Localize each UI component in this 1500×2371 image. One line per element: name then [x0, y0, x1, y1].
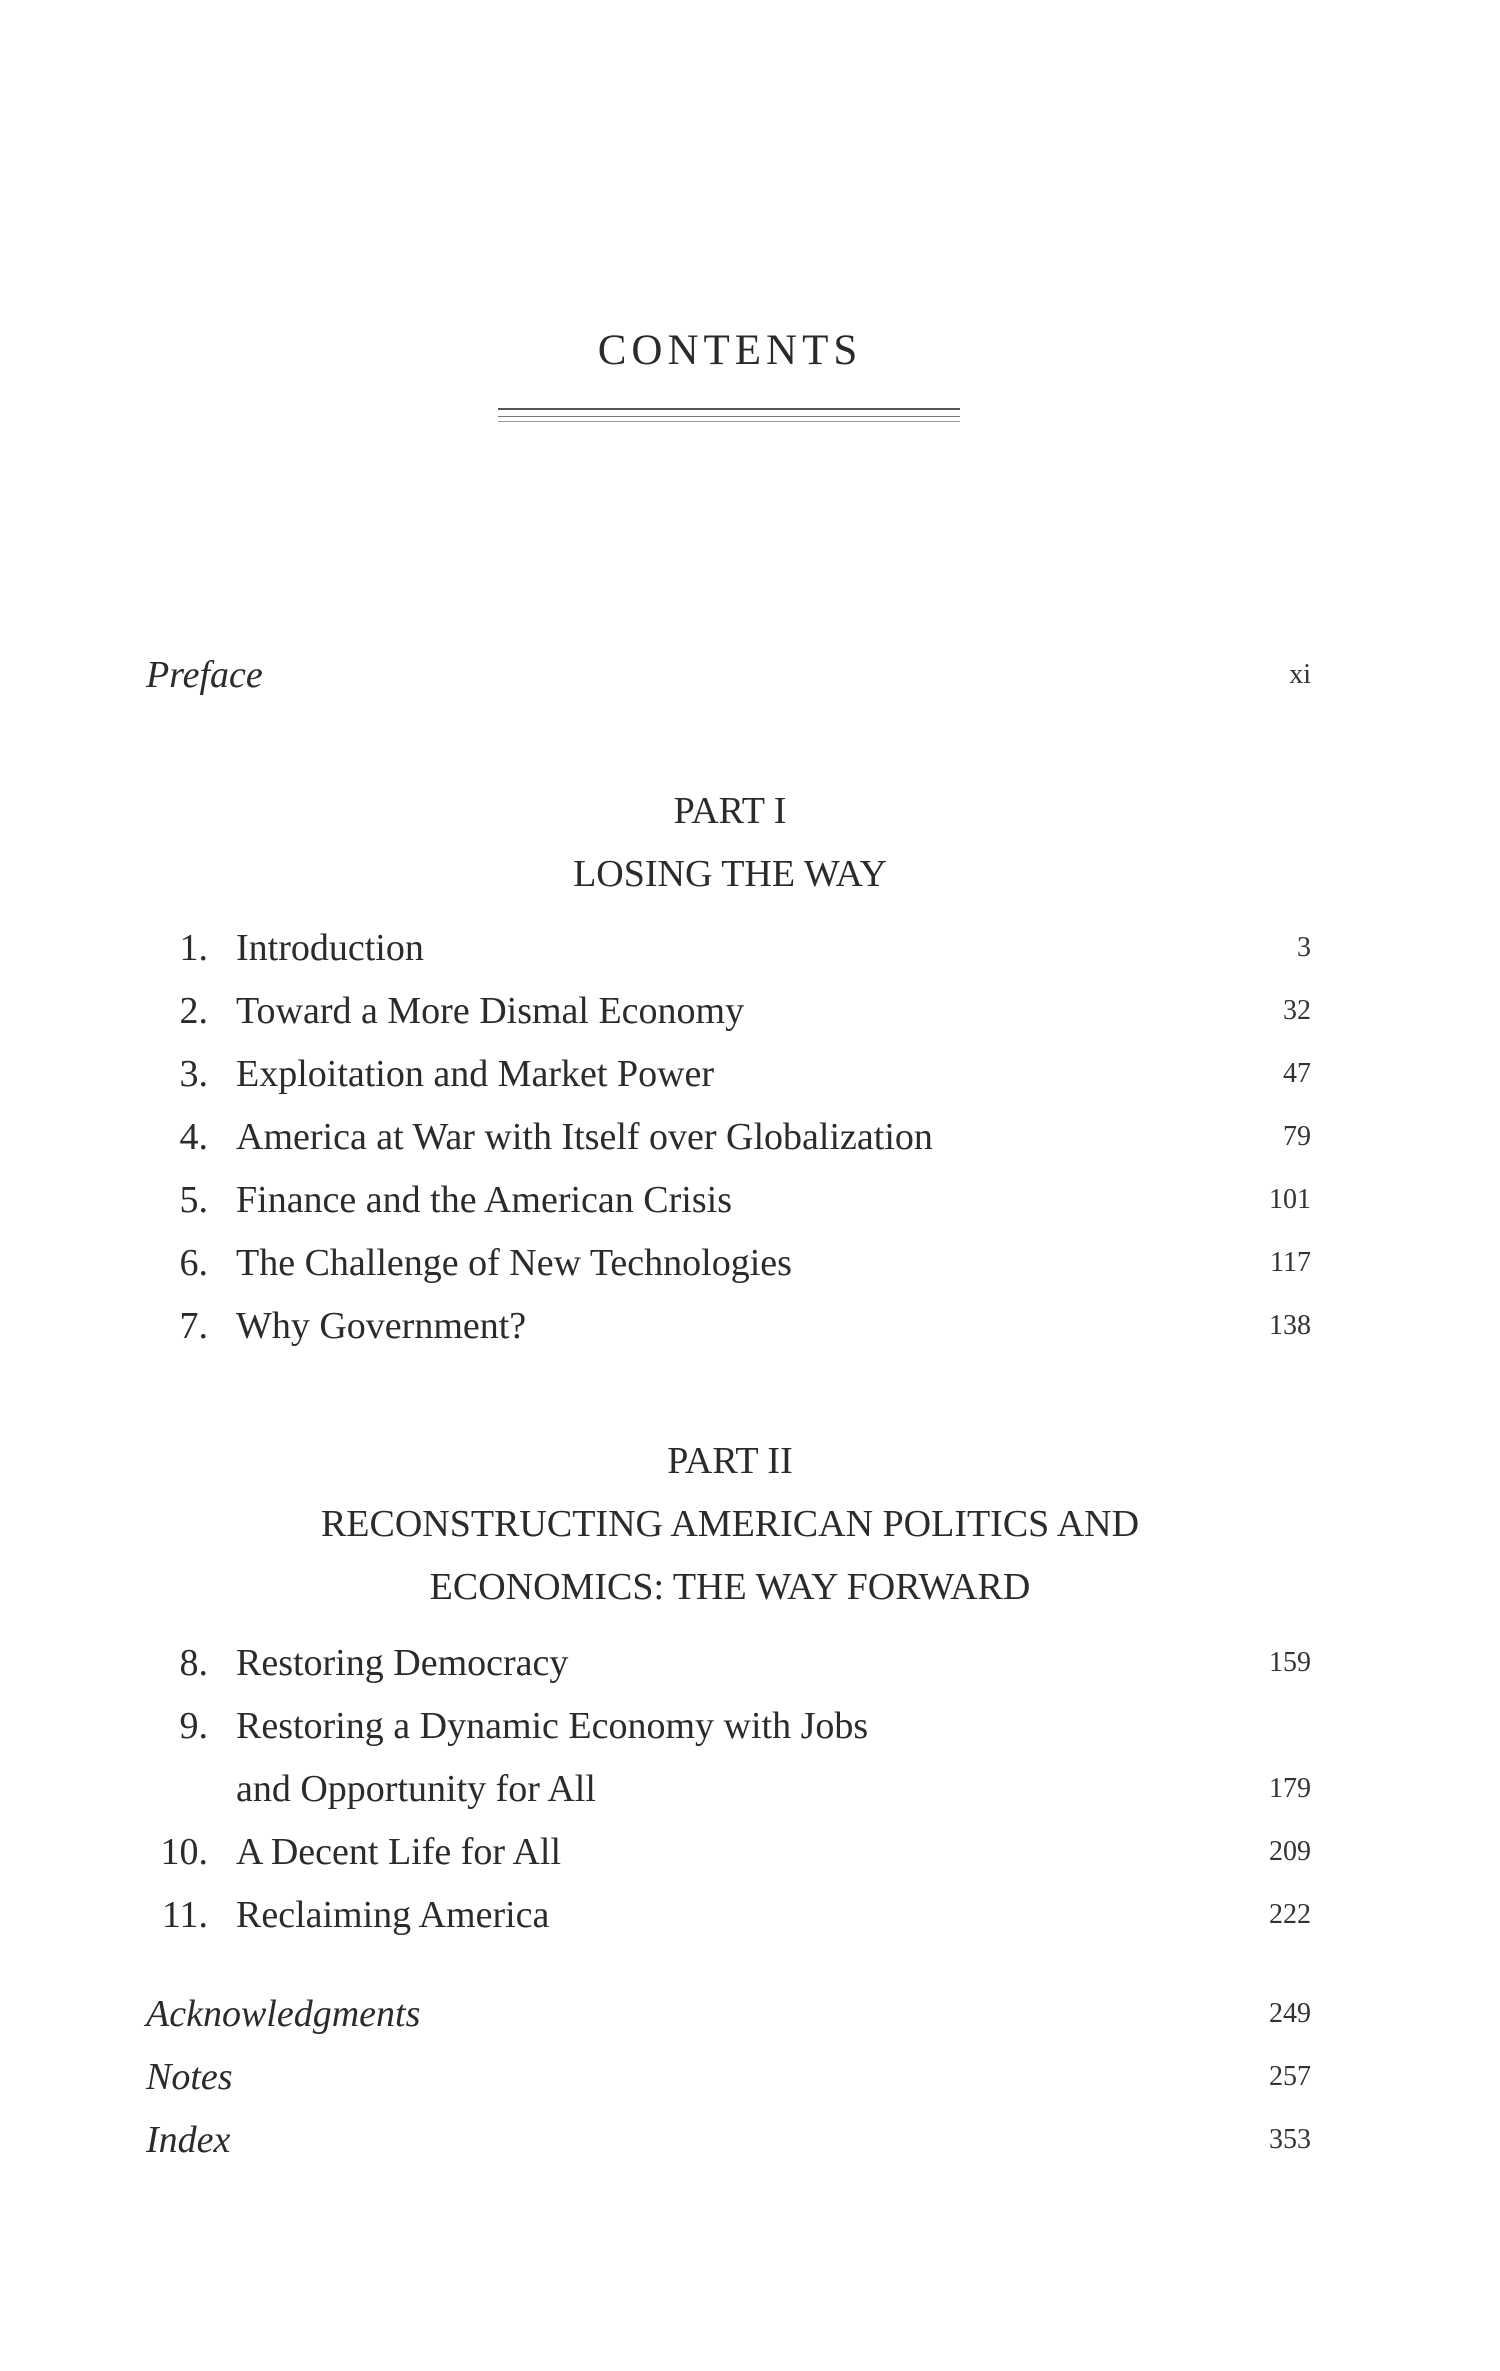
chapter-page: 117 — [1270, 1247, 1311, 1278]
chapter-number: 11. — [161, 1894, 208, 1936]
entry-page: xi — [1289, 659, 1311, 690]
chapter-number: 3. — [179, 1053, 208, 1095]
toc-entry-chapter-1[interactable] — [0, 918, 1500, 978]
toc-entry-chapter-9[interactable] — [0, 1696, 1500, 1756]
chapter-page: 179 — [1269, 1773, 1311, 1804]
chapter-page: 101 — [1269, 1184, 1311, 1215]
chapter-page: 159 — [1269, 1647, 1311, 1678]
toc-entry-index[interactable] — [0, 2110, 1500, 2170]
chapter-title: Exploitation and Market Power — [236, 1053, 715, 1095]
chapter-title: Introduction — [236, 927, 424, 969]
chapter-title: Reclaiming America — [236, 1894, 550, 1936]
entry-label: Notes — [146, 2056, 233, 2098]
part-1-title: LOSING THE WAY — [573, 853, 887, 895]
toc-entry-chapter-9-continued[interactable] — [0, 1759, 1500, 1819]
chapter-page: 3 — [1297, 932, 1311, 963]
entry-page: 353 — [1269, 2124, 1311, 2155]
entry-label: Preface — [146, 654, 263, 696]
chapter-title-line-2: and Opportunity for All — [236, 1768, 596, 1810]
chapter-page: 79 — [1283, 1121, 1311, 1152]
chapter-number: 8. — [179, 1642, 208, 1684]
toc-entry-notes[interactable] — [0, 2047, 1500, 2107]
entry-label: Acknowledgments — [146, 1993, 421, 2035]
chapter-title: Why Government? — [236, 1305, 527, 1347]
chapter-page: 47 — [1283, 1058, 1311, 1089]
toc-entry-chapter-10[interactable] — [0, 1822, 1500, 1882]
chapter-number: 1. — [179, 927, 208, 969]
chapter-number: 10. — [160, 1831, 208, 1873]
toc-entry-chapter-5[interactable] — [0, 1170, 1500, 1230]
chapter-title-line-1: Restoring a Dynamic Economy with Jobs — [236, 1705, 869, 1747]
part-2-title-line-2: ECONOMICS: THE WAY FORWARD — [429, 1566, 1031, 1608]
chapter-title: America at War with Itself over Globalization — [236, 1116, 933, 1158]
chapter-title: Toward a More Dismal Economy — [236, 990, 745, 1032]
title-rule-middle — [498, 416, 960, 417]
chapter-number: 7. — [179, 1305, 208, 1347]
toc-entry-chapter-4[interactable] — [0, 1107, 1500, 1167]
entry-page: 249 — [1269, 1998, 1311, 2029]
chapter-number: 5. — [179, 1179, 208, 1221]
toc-entry-chapter-8[interactable] — [0, 1633, 1500, 1693]
entry-label: Index — [146, 2119, 231, 2161]
part-2-title-line-1: RECONSTRUCTING AMERICAN POLITICS AND — [320, 1503, 1140, 1545]
toc-entry-chapter-3[interactable] — [0, 1044, 1500, 1104]
chapter-title: The Challenge of New Technologies — [236, 1242, 792, 1284]
toc-entry-acknowledgments[interactable] — [0, 1984, 1500, 2044]
chapter-title: A Decent Life for All — [236, 1831, 562, 1873]
chapter-number: 6. — [179, 1242, 208, 1284]
page-title: CONTENTS — [597, 327, 863, 374]
chapter-page: 209 — [1269, 1836, 1311, 1867]
chapter-page: 138 — [1269, 1310, 1311, 1341]
title-rule-top — [498, 408, 960, 410]
toc-entry-chapter-11[interactable] — [0, 1885, 1500, 1945]
chapter-title: Restoring Democracy — [236, 1642, 569, 1684]
toc-entry-chapter-7[interactable] — [0, 1296, 1500, 1356]
part-2-label: PART II — [667, 1440, 793, 1482]
toc-entry-chapter-6[interactable] — [0, 1233, 1500, 1293]
title-rule-bottom — [498, 421, 960, 422]
entry-page: 257 — [1269, 2061, 1311, 2092]
chapter-number: 9. — [179, 1705, 208, 1747]
part-1-label: PART I — [673, 790, 787, 832]
chapter-page: 32 — [1283, 995, 1311, 1026]
chapter-number: 4. — [179, 1116, 208, 1158]
chapter-title: Finance and the American Crisis — [236, 1179, 732, 1221]
chapter-number: 2. — [179, 990, 208, 1032]
toc-entry-preface[interactable] — [0, 645, 1500, 705]
toc-entry-chapter-2[interactable] — [0, 981, 1500, 1041]
chapter-page: 222 — [1269, 1899, 1311, 1930]
